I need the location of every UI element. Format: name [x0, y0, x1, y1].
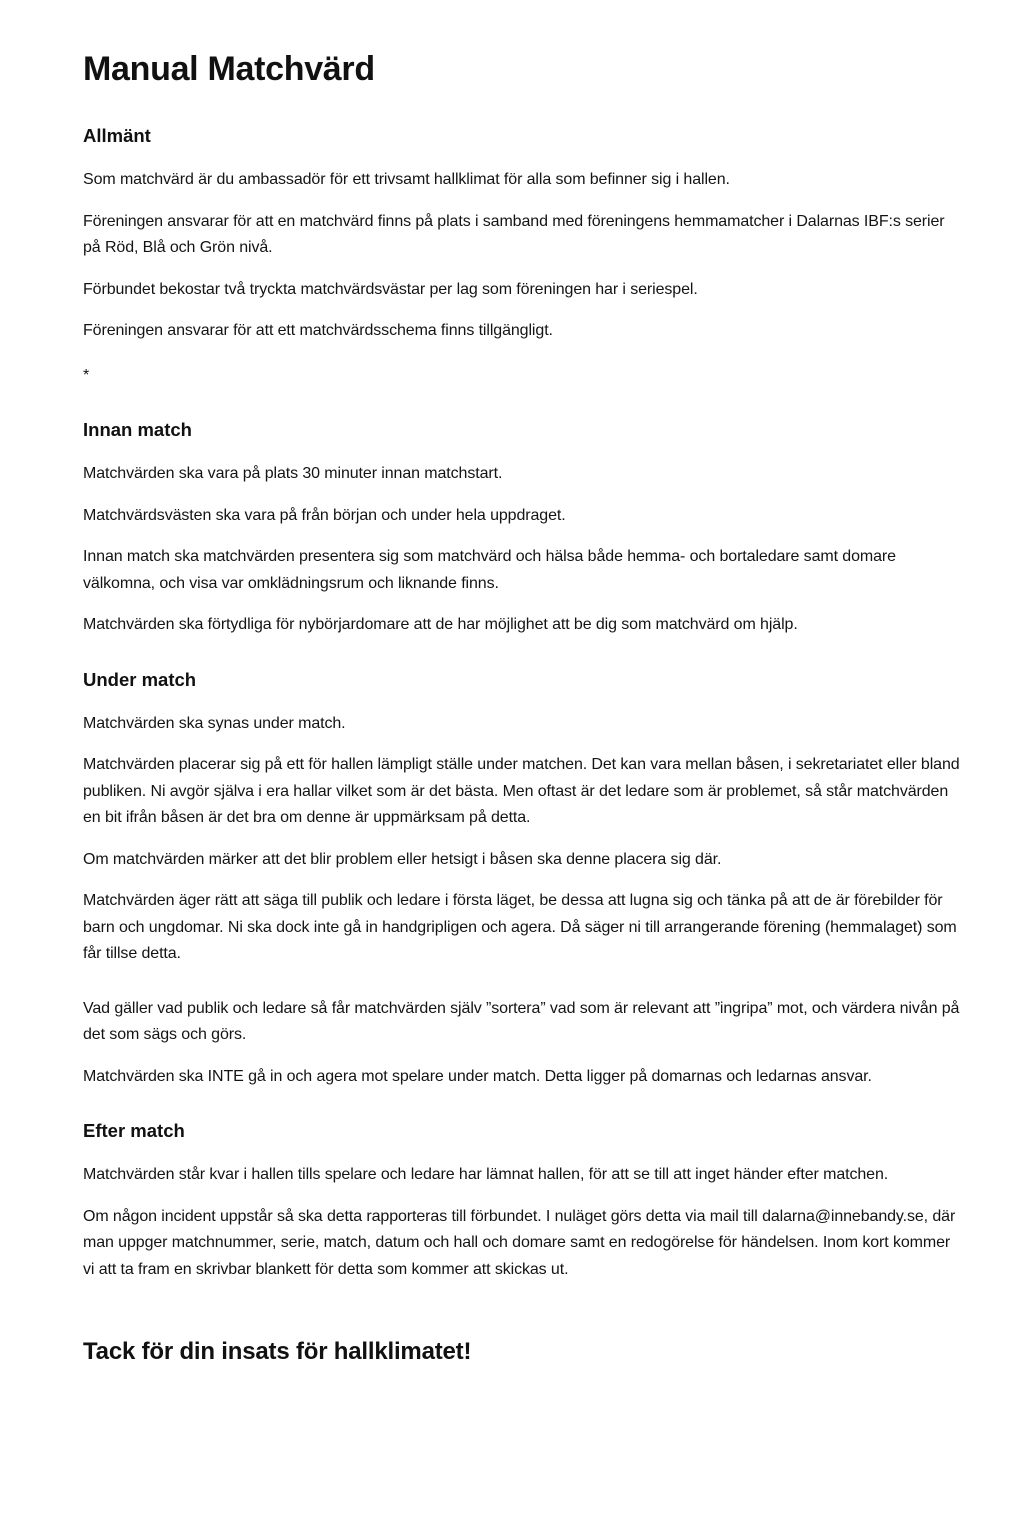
paragraph: Om någon incident uppstår så ska detta rapporteras till förbundet. I nuläget görs detta via mail till dalarna@innebandy.se, där man uppger matchnummer, serie, match, datum och hall och domare samt en redogörelse för händelsen. Inom kort kommer vi att ta fram en skrivbar blankett för detta som kommer att skickas ut. — [83, 1207, 956, 1278]
section-under-match — [83, 669, 963, 1091]
asterisk-separator: * — [83, 366, 90, 384]
paragraph: Om matchvärden märker att det blir problem eller hetsigt i båsen ska denne placera sig där. — [83, 850, 722, 868]
section-heading-efter-match: Efter match — [83, 1120, 185, 1141]
section-heading-innan-match: Innan match — [83, 419, 192, 440]
paragraph: Vad gäller vad publik och ledare så får matchvärden själv ”sortera” vad som är relevant att ”ingripa” mot, och värdera nivån på det som sägs och görs. — [83, 999, 960, 1043]
section-efter-match — [83, 1120, 963, 1283]
paragraph: Matchvärdsvästen ska vara på från början och under hela uppdraget. — [83, 506, 566, 524]
paragraph: Matchvärden placerar sig på ett för hallen lämpligt ställe under matchen. Det kan vara mellan båsen, i sekretariatet eller bland publiken. Ni avgör själva i era hallar vilket som är det bästa. Men oftast är det ledare som är problemet, så står matchvärden en bit ifrån båsen är det bra om denne är uppmärksam på detta. — [83, 756, 960, 826]
paragraph: Matchvärden äger rätt att säga till publik och ledare i första läget, be dessa att lugna sig och tänka på att de är förebilder för barn och ungdomar. Ni ska dock inte gå in handgripligen och agera. Då säger ni till arrangerande förening (hemmalaget) som får tillse detta. — [83, 892, 957, 962]
paragraph: Som matchvärd är du ambassadör för ett trivsamt hallklimat för alla som befinner sig i hallen. — [83, 171, 730, 188]
paragraph: Föreningen ansvarar för att en matchvärd finns på plats i samband med föreningens hemmamatcher i Dalarnas IBF:s serier på Röd, Blå och Grön nivå. — [83, 212, 945, 256]
section-heading-under-match: Under match — [83, 668, 197, 690]
section-allmant — [83, 125, 963, 389]
paragraph: Innan match ska matchvärden presentera sig som matchvärd och hälsa både hemma- och bortaledare samt domare välkomna, och visa var omklädningsrum och liknande finns. — [83, 548, 896, 592]
paragraph: Matchvärden ska förtydliga för nybörjardomare att de har möjlighet att be dig som matchvärd om hjälp. — [83, 616, 798, 633]
paragraph: Föreningen ansvarar för att ett matchvärdsschema finns tillgängligt. — [83, 322, 553, 339]
page-title: Manual Matchvärd — [83, 50, 375, 88]
paragraph: Matchvärden står kvar i hallen tills spelare och ledare har lämnat hallen, för att se till att inget händer efter matchen. — [83, 1166, 889, 1183]
paragraph: Förbundet bekostar två tryckta matchvärdsvästar per lag som föreningen har i seriespel. — [83, 280, 698, 298]
closing-line: Tack för din insats för hallklimatet! — [83, 1338, 472, 1365]
section-innan-match — [83, 419, 963, 639]
paragraph: Matchvärden ska synas under match. — [83, 714, 346, 732]
paragraph: Matchvärden ska vara på plats 30 minuter innan matchstart. — [83, 465, 503, 482]
paragraph: Matchvärden ska INTE gå in och agera mot spelare under match. Detta ligger på domarnas och ledarnas ansvar. — [83, 1067, 872, 1085]
section-heading-allmant: Allmänt — [83, 125, 151, 146]
